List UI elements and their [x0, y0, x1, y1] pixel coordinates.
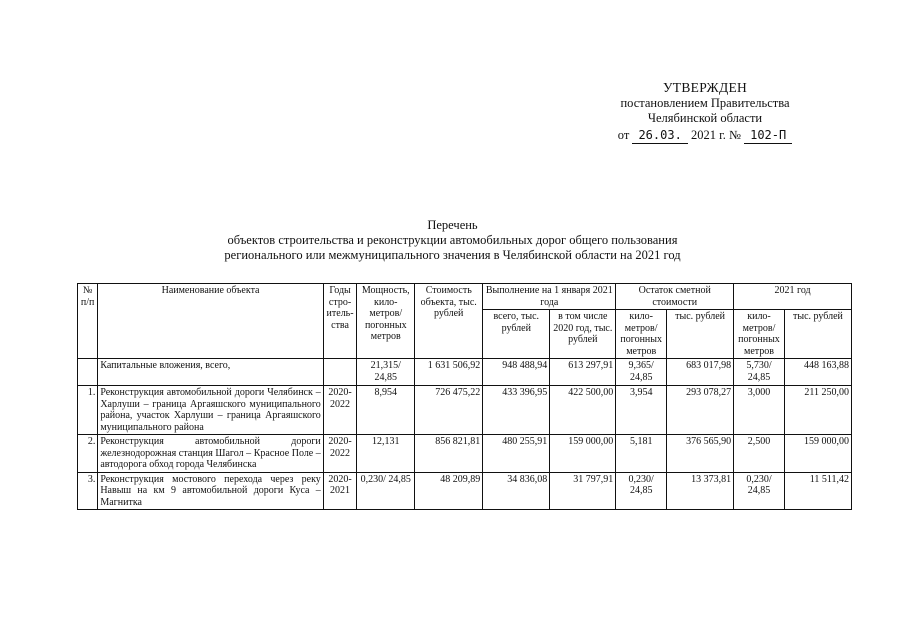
approval-date-line: [575, 128, 835, 144]
row-name: Реконструкция автомобильной дороги Челябинск – Харлуши – граница Аргаяшского муниципального района, участок Харлуши – граница Аргаяшского муниципального района: [98, 386, 323, 435]
approval-line-1: постановлением Правительства: [620, 96, 790, 110]
row-rest-rub: 683 017,98: [667, 359, 734, 386]
row-2021-rub: 448 163,88: [784, 359, 851, 386]
row-rest-km: 5,181: [616, 435, 667, 473]
row-2021-km: 2,500: [734, 435, 785, 473]
row-name: Реконструкция автомобильной дороги железнодорожная станция Шагол – Красное Поле – автодорога обход города Челябинска: [98, 435, 323, 473]
row-2021-km: 0,230/ 24,85: [734, 472, 785, 510]
title-line-1: Перечень: [427, 218, 478, 232]
row-rest-km: 3,954: [616, 386, 667, 435]
row-done-total: 480 255,91: [483, 435, 550, 473]
header-done-total: всего, тыс. рублей: [483, 310, 550, 359]
table-row: [78, 386, 852, 435]
row-rest-rub: 13 373,81: [667, 472, 734, 510]
year-text: 2021 г. №: [690, 128, 741, 142]
header-rest-km: кило-метров/ погонных метров: [616, 310, 667, 359]
table-row: [78, 472, 852, 510]
header-done: Выполнение на 1 января 2021 года: [483, 284, 616, 310]
decree-number: 102-П: [744, 128, 792, 144]
row-done-incl: 613 297,91: [550, 359, 616, 386]
row-cost: 856 821,81: [415, 435, 483, 473]
approval-line-2: Челябинской области: [647, 111, 763, 125]
header-capacity: Мощность, кило-метров/ погонных метров: [357, 284, 415, 359]
row-2021-km: 3,000: [734, 386, 785, 435]
row-rest-rub: 376 565,90: [667, 435, 734, 473]
date-value: 26.03.: [632, 128, 687, 144]
row-done-incl: 422 500,00: [550, 386, 616, 435]
row-cost: 1 631 506,92: [415, 359, 483, 386]
row-rest-km: 0,230/ 24,85: [616, 472, 667, 510]
row-num: 3.: [78, 472, 98, 510]
table-row: [78, 359, 852, 386]
row-2021-rub: 11 511,42: [784, 472, 851, 510]
row-capacity: 21,315/ 24,85: [357, 359, 415, 386]
title-line-3: регионального или межмуниципального значения в Челябинской области на 2021 год: [224, 248, 681, 262]
header-2021: 2021 год: [734, 284, 852, 310]
header-years: Годы стро-итель-ства: [323, 284, 357, 359]
row-cost: 48 209,89: [415, 472, 483, 510]
title-line-2: объектов строительства и реконструкции автомобильных дорог общего пользования: [227, 233, 678, 247]
approval-heading: УТВЕРЖДЕН: [662, 80, 748, 95]
header-rest: Остаток сметной стоимости: [616, 284, 734, 310]
row-years: 2020-2021: [323, 472, 357, 510]
row-done-incl: 159 000,00: [550, 435, 616, 473]
header-2021-rub: тыс. рублей: [784, 310, 851, 359]
row-years: 2020-2022: [323, 435, 357, 473]
row-capacity: 0,230/ 24,85: [357, 472, 415, 510]
row-years: [323, 359, 357, 386]
row-rest-rub: 293 078,27: [667, 386, 734, 435]
header-num: № п/п: [78, 284, 98, 359]
row-done-total: 433 396,95: [483, 386, 550, 435]
row-2021-km: 5,730/ 24,85: [734, 359, 785, 386]
row-done-total: 34 836,08: [483, 472, 550, 510]
header-name: Наименование объекта: [98, 284, 323, 359]
objects-table: [77, 283, 852, 510]
row-done-total: 948 488,94: [483, 359, 550, 386]
row-name: Реконструкция мостового перехода через реку Навыш на км 9 автомобильной дороги Куса – Магнитка: [98, 472, 323, 510]
row-num: [78, 359, 98, 386]
document-title: [0, 218, 905, 263]
row-cost: 726 475,22: [415, 386, 483, 435]
row-2021-rub: 211 250,00: [784, 386, 851, 435]
row-num: 2.: [78, 435, 98, 473]
header-row-1: [78, 284, 852, 310]
row-num: 1.: [78, 386, 98, 435]
header-done-incl: в том числе 2020 год, тыс. рублей: [550, 310, 616, 359]
header-cost: Стоимость объекта, тыс. рублей: [415, 284, 483, 359]
header-rest-rub: тыс. рублей: [667, 310, 734, 359]
row-done-incl: 31 797,91: [550, 472, 616, 510]
table-row: [78, 435, 852, 473]
row-2021-rub: 159 000,00: [784, 435, 851, 473]
header-2021-km: кило-метров/ погонных метров: [734, 310, 785, 359]
approval-stamp: [575, 80, 835, 144]
date-prefix: от: [617, 128, 630, 142]
row-capacity: 8,954: [357, 386, 415, 435]
row-rest-km: 9,365/ 24,85: [616, 359, 667, 386]
row-years: 2020-2022: [323, 386, 357, 435]
row-capacity: 12,131: [357, 435, 415, 473]
row-name: Капитальные вложения, всего,: [98, 359, 323, 386]
